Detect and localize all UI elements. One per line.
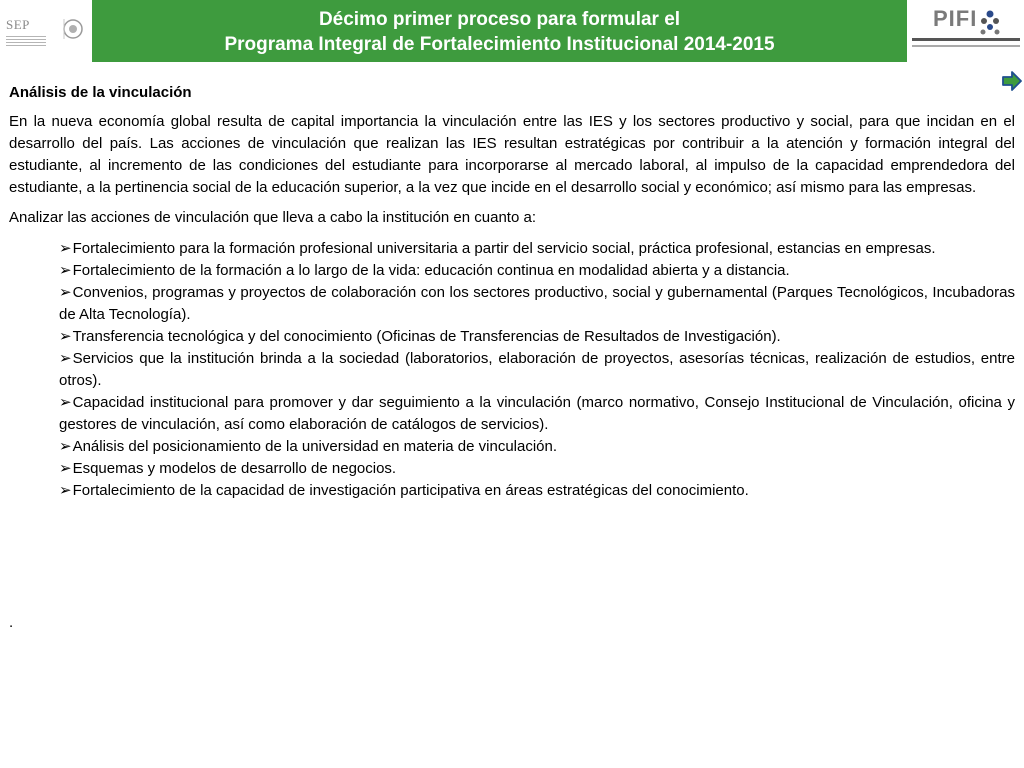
bullet-arrow-icon: ➢ xyxy=(59,482,72,499)
bullet-arrow-icon: ➢ xyxy=(59,460,72,477)
bullet-list xyxy=(9,238,1015,502)
list-item xyxy=(59,238,1015,260)
pifi-subtitle-bar-2 xyxy=(912,45,1020,47)
slide-content xyxy=(9,82,1015,502)
pifi-logo xyxy=(909,2,1022,62)
bullet-arrow-icon: ➢ xyxy=(59,438,72,455)
trailing-dot: . xyxy=(9,614,14,631)
list-item-text: Análisis del posicionamiento de la universidad en materia de vinculación. xyxy=(72,438,558,455)
pifi-logo-text: PIFI xyxy=(933,6,978,31)
list-item xyxy=(59,458,1015,480)
section-heading: Análisis de la vinculación xyxy=(9,84,192,101)
list-item-text: Fortalecimiento de la formación a lo largo de la vida: educación continua en modalidad abierta y a distancia. xyxy=(72,262,790,279)
sep-logo-lines xyxy=(6,36,46,46)
list-item-text: Transferencia tecnológica y del conocimiento (Oficinas de Transferencias de Resultados de Investigación). xyxy=(72,328,781,345)
bullet-arrow-icon: ➢ xyxy=(59,262,72,279)
list-item xyxy=(59,480,1015,502)
bullet-arrow-icon: ➢ xyxy=(59,328,72,345)
list-item-text: Capacidad institucional para promover y dar seguimiento a la vinculación (marco normativo, Consejo Institucional de Vinculación, oficina y gestores de vinculación, así como elaboración de catálogos de servicios). xyxy=(59,394,1015,433)
intro-paragraph: En la nueva economía global resulta de capital importancia la vinculación entre las IES y los sectores productivo y social, para que incidan en el desarrollo del país. Las acciones de vinculación que realizan las IES resultan estratégicas por contribuir a la atención y formación integral del estudiante, al incremento de las condiciones del estudiante para incorporarse al mercado laboral, al impulso de la capacidad emprendedora del estudiante, a la pertinencia social de la educación superior, a la vez que incide en el desarrollo social y económico; así mismo para las empresas. xyxy=(9,113,1015,196)
list-item-text: Esquemas y modelos de desarrollo de negocios. xyxy=(72,460,397,477)
list-item-text: Convenios, programas y proyectos de colaboración con los sectores productivo, social y gubernamental (Parques Tecnológicos, Incubadoras de Alta Tecnología). xyxy=(59,284,1015,323)
list-item xyxy=(59,326,1015,348)
list-item xyxy=(59,260,1015,282)
slide-header xyxy=(0,0,1024,66)
people-icon xyxy=(979,10,1001,36)
bullet-arrow-icon: ➢ xyxy=(59,240,72,257)
list-item-text: Fortalecimiento para la formación profesional universitaria a partir del servicio social, práctica profesional, estancias en empresas. xyxy=(72,240,936,257)
title-line-2: Programa Integral de Fortalecimiento Institucional 2014-2015 xyxy=(224,34,775,55)
list-item-text: Servicios que la institución brinda a la sociedad (laboratorios, elaboración de proyectos, asesorías técnicas, realización de estudios, entre otros). xyxy=(59,350,1015,389)
title-line-1: Décimo primer proceso para formular el xyxy=(318,9,681,30)
list-item xyxy=(59,436,1015,458)
pifi-subtitle-bar xyxy=(912,38,1020,41)
sep-logo-text: SEP xyxy=(6,16,30,32)
bullet-arrow-icon: ➢ xyxy=(59,350,72,367)
lead-paragraph: Analizar las acciones de vinculación que lleva a cabo la institución en cuanto a: xyxy=(9,209,536,226)
list-item xyxy=(59,282,1015,326)
bullet-arrow-icon: ➢ xyxy=(59,394,72,411)
list-item-text: Fortalecimiento de la capacidad de investigación participativa en áreas estratégicas del conocimiento. xyxy=(72,482,749,499)
title-banner xyxy=(92,0,907,62)
sep-logo xyxy=(0,0,90,62)
list-item xyxy=(59,392,1015,436)
mexico-seal-icon xyxy=(62,16,84,42)
bullet-arrow-icon: ➢ xyxy=(59,284,72,301)
list-item xyxy=(59,348,1015,392)
